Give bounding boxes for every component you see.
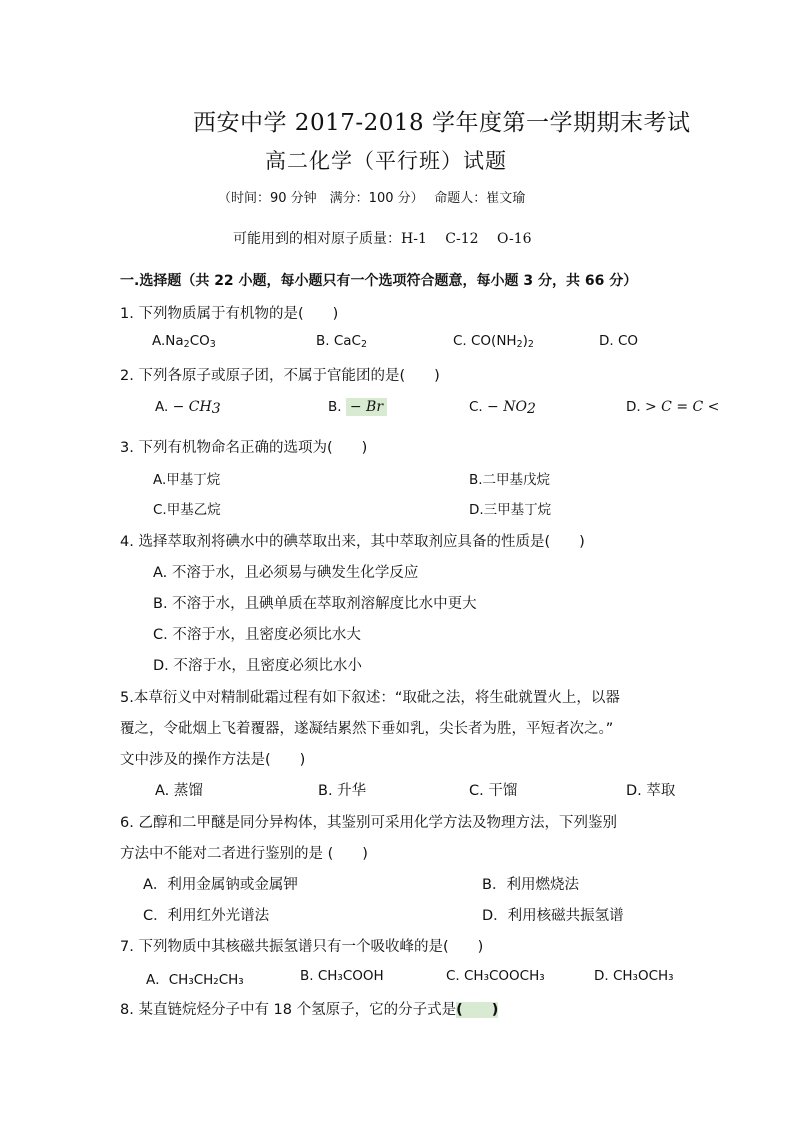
question-stem: 3. 下列有机物命名正确的选项为( ) [120,440,368,456]
option-b: B. CH₃COOH [300,968,384,984]
exam-subtitle: 高二化学（平行班）试题 [265,149,507,173]
question-stem-line-2: 覆之，令砒烟上飞着覆器，遂凝结累然下垂如乳，尖长者为胜，平短者次之。” [120,721,614,737]
question-stem-line-2: 方法中不能对二者进行鉴别的是 ( ) [120,846,368,862]
option-a: A. 蒸馏 [155,783,203,799]
option-c: C. − $NO_2$ [469,399,536,417]
option-b: B. 升华 [318,783,367,799]
option-a: A.甲基丁烷 [153,472,221,488]
option-c: C．利用红外光谱法 [143,908,270,924]
option-d: D.三甲基丁烷 [469,502,552,518]
option-d: D．利用核磁共振氢谱 [482,908,624,924]
option-d: D. > C = C < [626,399,720,415]
option-b: B.二甲基戊烷 [469,472,551,488]
option-c: C. 干馏 [469,783,518,799]
option-d: D. 萃取 [626,783,676,799]
option-d: D. 不溶于水，且密度必须比水小 [153,658,362,674]
option-b: B. 不溶于水，且碘单质在萃取剂溶解度比水中更大 [153,596,477,612]
option-a: A. 不溶于水，且必须易与碘发生化学反应 [153,565,419,581]
question-stem: 1. 下列物质属于有机物的是( ) [120,306,339,322]
question-stem: 7. 下列物质中其核磁共振氢谱只有一个吸收峰的是( ) [120,939,484,955]
question-stem-line-3: 文中涉及的操作方法是( ) [120,752,306,768]
option-b: B．利用燃烧法 [482,877,579,893]
option-a: A．利用金属钠或金属钾 [143,877,298,893]
question-stem-line-1: 6. 乙醇和二甲醚是同分异构体，其鉴别可采用化学方法及物理方法，下列鉴别 [120,815,617,831]
atomic-masses: 可能用到的相对原子质量：H-1 C-12 O-16 [233,231,532,247]
option-c: C.甲基乙烷 [153,502,221,518]
option-d: D. CO [599,333,639,349]
section-heading: 一.选择题（共 22 小题，每小题只有一个选项符合题意，每小题 3 分，共 66 分） [120,273,638,289]
answer-bracket: ( ) [456,1002,499,1018]
exam-title: 西安中学 2017-2018 学年度第一学期期末考试 [193,110,691,136]
option-c: C. CH₃COOCH₃ [446,968,545,984]
option-c: C. $CO(NH_2)_2$ [453,333,534,350]
option-b: B. CaC$_2$ [316,333,367,350]
option-a: A．CH₃CH₂CH₃ [146,972,244,988]
exam-info: （时间：90 分钟 满分：100 分） 命题人：崔文瑜 [218,191,526,206]
option-d: D. CH₃OCH₃ [594,968,674,984]
option-a: A. − $CH_3$ [155,399,221,417]
question-stem-line-1: 5.本草衍义中对精制砒霜过程有如下叙述：“取砒之法，将生砒就置火上，以器 [120,690,620,706]
option-c: C. 不溶于水，且密度必须比水大 [153,627,361,643]
question-stem: 2. 下列各原子或原子团，不属于官能团的是( ) [120,368,440,384]
question-stem: 8. 某直链烷烃分子中有 18 个氢原子，它的分子式是( ) [120,1002,499,1018]
option-a: $A.Na_2CO_3$ [152,333,216,350]
option-b: B. − Br [328,399,387,415]
question-stem: 4. 选择萃取剂将碘水中的碘萃取出来，其中萃取剂应具备的性质是( ) [120,534,585,550]
